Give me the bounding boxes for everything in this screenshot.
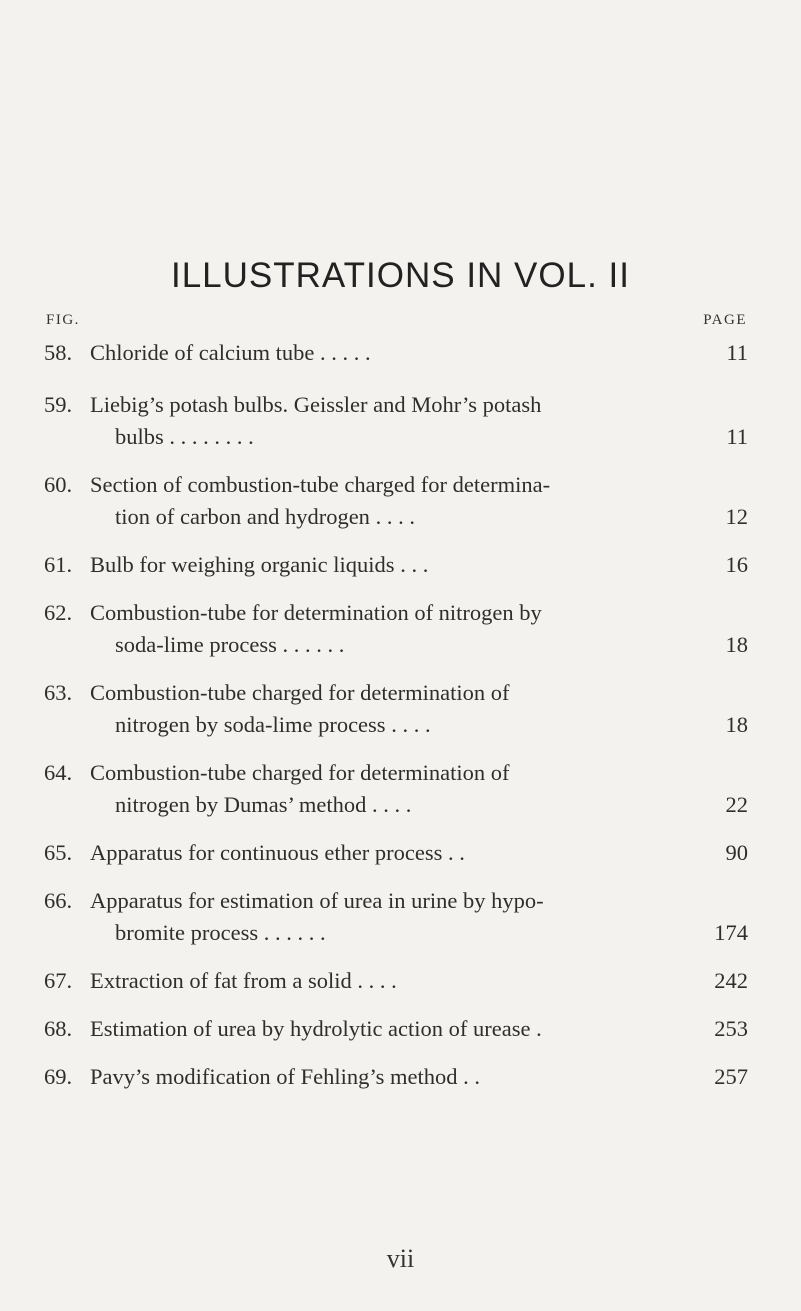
leader-dots: . . (448, 840, 465, 865)
fig-number: 60. (44, 472, 73, 497)
page-ref: 253 (714, 1016, 748, 1041)
entry-line (44, 709, 748, 741)
page-ref: 18 (725, 712, 748, 737)
leader-dots: . . . . (391, 712, 431, 737)
fig-number: 58. (44, 340, 73, 365)
entry-line (44, 1061, 748, 1093)
entry-line (44, 677, 748, 709)
entry-text: Liebig’s potash bulbs. Geissler and Mohr’s potash (90, 392, 542, 417)
fig-column-header: FIG. (46, 312, 80, 328)
fig-number: 59. (44, 392, 73, 417)
entry-text: Combustion-tube charged for determination of (90, 760, 510, 785)
leader-dots: . . . . (357, 968, 397, 993)
entry-line (44, 337, 748, 369)
entry-line (44, 549, 748, 581)
list-item (44, 389, 748, 453)
list-item (44, 1061, 748, 1093)
page-ref: 12 (725, 504, 748, 529)
entry-line (44, 789, 748, 821)
leader-dots: . . . . . (319, 340, 371, 365)
entry-text: Extraction of fat from a solid (90, 968, 352, 993)
page-ref: 18 (725, 632, 748, 657)
leader-dots: . . . . . . (282, 632, 345, 657)
fig-number: 69. (44, 1064, 73, 1089)
entry-text: nitrogen by Dumas’ method (115, 792, 367, 817)
fig-number: 65. (44, 840, 73, 865)
leader-dots: . (536, 1016, 542, 1041)
entry-line (44, 629, 748, 661)
entry-text: Apparatus for continuous ether process (90, 840, 443, 865)
entry-line (44, 421, 748, 453)
list-item (44, 337, 748, 369)
page-ref: 11 (726, 424, 748, 449)
entry-text: soda-lime process (115, 632, 277, 657)
entry-line (44, 597, 748, 629)
entry-text: bulbs (115, 424, 164, 449)
page-ref: 16 (725, 552, 748, 577)
fig-number: 64. (44, 760, 73, 785)
page-title: ILLUSTRATIONS IN VOL. II (170, 256, 630, 295)
entry-text: Combustion-tube for determination of nitrogen by (90, 600, 542, 625)
page-number: vii (386, 1244, 415, 1273)
page-ref: 11 (726, 340, 748, 365)
list-item (44, 1013, 748, 1045)
entry-line (44, 501, 748, 533)
entry-text: tion of carbon and hydrogen (115, 504, 370, 529)
entry-line (44, 917, 748, 949)
fig-number: 63. (44, 680, 73, 705)
leader-dots: . . . . (375, 504, 415, 529)
entry-text: Chloride of calcium tube (90, 340, 315, 365)
entry-text: Pavy’s modification of Fehling’s method (90, 1064, 458, 1089)
page-ref: 257 (714, 1064, 748, 1089)
list-item (44, 837, 748, 869)
list-item (44, 677, 748, 741)
list-item (44, 597, 748, 661)
entry-line (44, 837, 748, 869)
page-ref: 242 (714, 968, 748, 993)
page-ref: 174 (714, 920, 748, 945)
page-column-header: PAGE (703, 312, 747, 328)
entry-text: Estimation of urea by hydrolytic action of urease (90, 1016, 531, 1041)
fig-number: 66. (44, 888, 73, 913)
leader-dots: . . (463, 1064, 480, 1089)
list-item (44, 757, 748, 821)
entry-line (44, 885, 748, 917)
list-item (44, 469, 748, 533)
leader-dots: . . . (400, 552, 429, 577)
entry-line (44, 1013, 748, 1045)
fig-number: 67. (44, 968, 73, 993)
leader-dots: . . . . . . (263, 920, 326, 945)
entry-line (44, 757, 748, 789)
page-ref: 22 (725, 792, 748, 817)
entry-text: Combustion-tube charged for determination of (90, 680, 510, 705)
leader-dots: . . . . (372, 792, 412, 817)
entry-text: bromite process (115, 920, 259, 945)
leader-dots: . . . . . . . . (169, 424, 254, 449)
entry-text: nitrogen by soda-lime process (115, 712, 386, 737)
entry-text: Section of combustion-tube charged for determina- (90, 472, 551, 497)
entry-line (44, 469, 748, 501)
entry-text: Bulb for weighing organic liquids (90, 552, 395, 577)
entry-line (44, 389, 748, 421)
entry-line (44, 965, 748, 997)
fig-number: 61. (44, 552, 73, 577)
list-item (44, 885, 748, 949)
page-ref: 90 (725, 840, 748, 865)
list-item (44, 965, 748, 997)
list-item (44, 549, 748, 581)
fig-number: 68. (44, 1016, 73, 1041)
entry-text: Apparatus for estimation of urea in urine by hypo- (90, 888, 544, 913)
fig-number: 62. (44, 600, 73, 625)
